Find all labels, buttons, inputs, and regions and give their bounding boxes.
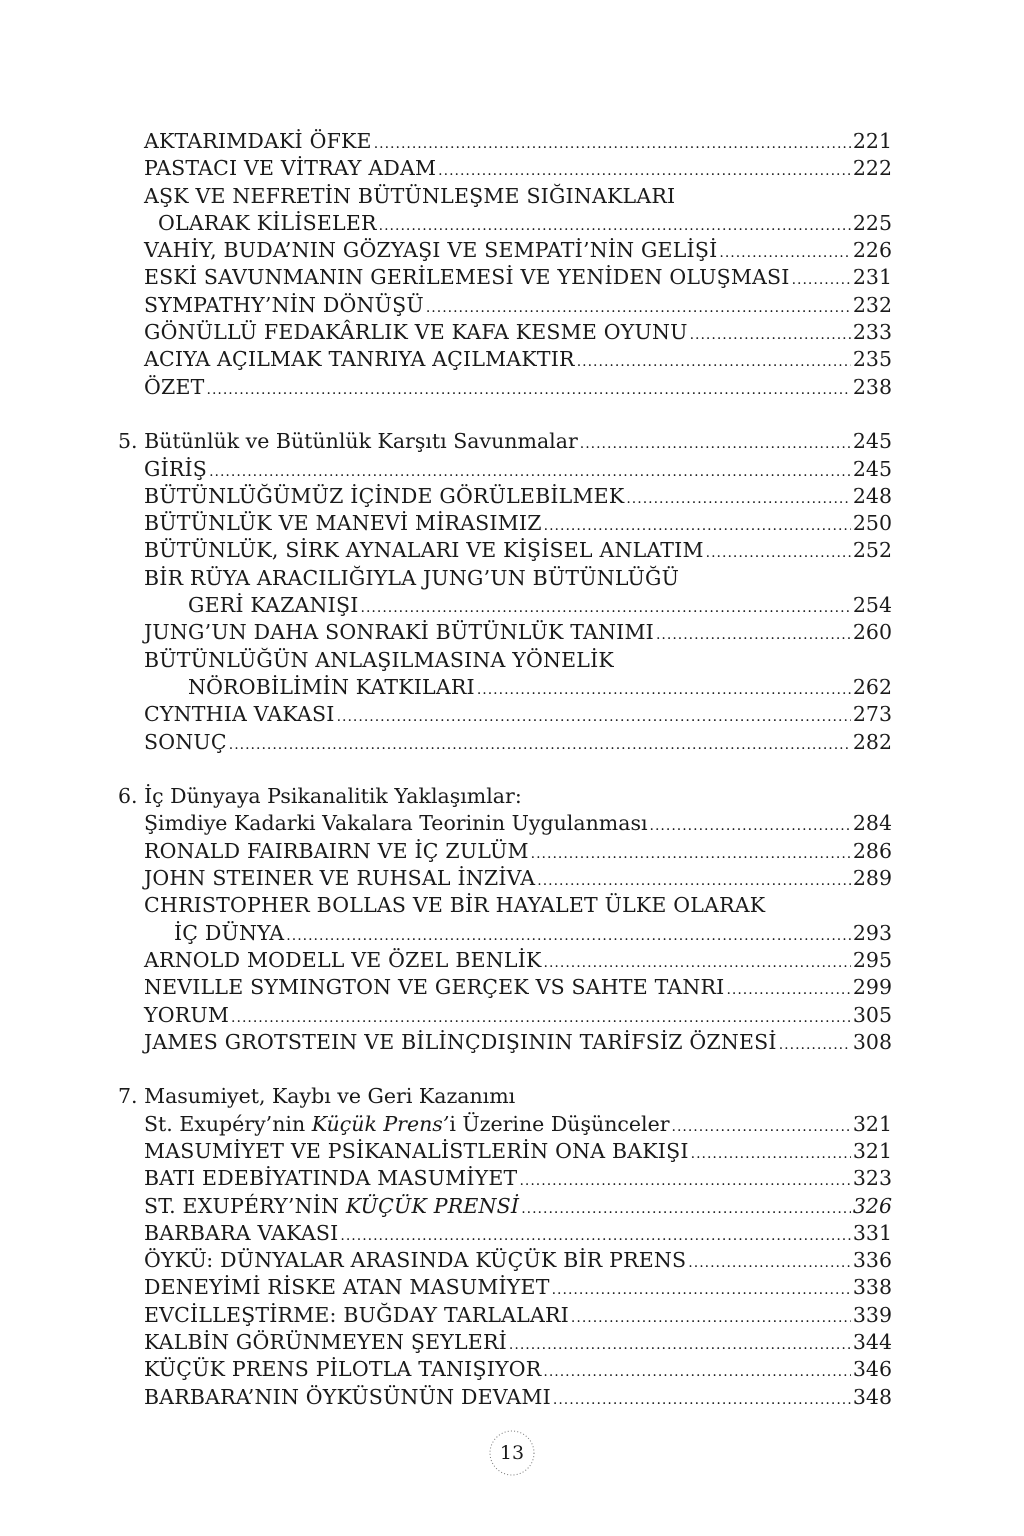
toc-entry-page: 221 (852, 129, 892, 153)
toc-entry-title: ACIYA AÇILMAK TANRIYA AÇILMAKTIR (144, 347, 575, 372)
toc-entry-title: PASTACI VE VİTRAY ADAM (144, 156, 437, 181)
toc-entry-title: JAMES GROTSTEIN VE BİLİNÇDIŞININ TARİFSİZ ÖZNESİ (144, 1029, 777, 1054)
toc-leader-dots (779, 1029, 851, 1059)
toc-entry-page: 231 (852, 265, 892, 290)
toc-entry (118, 1138, 892, 1165)
toc-leader-dots (340, 1220, 850, 1250)
toc-entry (118, 647, 892, 674)
toc-entry-page: 225 (852, 210, 892, 235)
toc-entry-page: 331 (852, 1220, 892, 1245)
toc-entry (118, 947, 892, 974)
chapter-page: 321 (852, 1111, 892, 1136)
toc-entry-page: 282 (852, 729, 892, 754)
toc-entry-page: 323 (852, 1166, 892, 1191)
toc-chapter-subtitle (118, 1111, 892, 1138)
toc-entry-page: 344 (852, 1330, 892, 1355)
toc-leader-dots (209, 456, 851, 486)
toc-entry-title: ARNOLD MODELL VE ÖZEL BENLİK (144, 947, 542, 972)
toc-entry-page: 305 (852, 1002, 892, 1027)
toc-leader-dots (509, 1329, 851, 1359)
table-of-contents (118, 128, 892, 1411)
toc-leader-dots (650, 810, 851, 840)
toc-leader-dots (537, 865, 851, 895)
toc-entry-page: 226 (852, 238, 892, 263)
toc-leader-dots (361, 592, 851, 622)
toc-leader-dots (626, 483, 851, 513)
chapter-title: 7. Masumiyet, Kaybı ve Geri Kazanımı (118, 1084, 516, 1109)
toc-leader-dots (577, 346, 851, 376)
toc-leader-dots (543, 1356, 850, 1386)
section-gap (118, 756, 892, 783)
toc-entry-title: GÖNÜLLÜ FEDAKÂRLIK VE KAFA KESME OYUNU (144, 320, 688, 345)
section-gap (118, 401, 892, 428)
toc-entry (118, 374, 892, 401)
toc-entry-title: BARBARA’NIN ÖYKÜSÜNÜN DEVAMI (144, 1384, 551, 1409)
toc-leader-dots (374, 128, 851, 158)
toc-entry-continued (118, 210, 892, 237)
toc-entry-title: SYMPATHY’NİN DÖNÜŞÜ (144, 292, 424, 317)
toc-entry (118, 128, 892, 155)
toc-leader-dots (337, 701, 851, 731)
toc-entry-page: 254 (852, 593, 892, 618)
toc-leader-dots (544, 947, 851, 977)
toc-entry-title: BÜTÜNLÜĞÜMÜZ İÇİNDE GÖRÜLEBİLMEK (144, 483, 625, 508)
toc-entry-page: 326 (852, 1193, 892, 1218)
toc-leader-dots (580, 428, 851, 458)
toc-entry-title: BÜTÜNLÜK, SİRK AYNALARI VE KİŞİSEL ANLATIM (144, 538, 704, 563)
toc-entry-title: SONUÇ (144, 729, 227, 754)
toc-leader-dots (719, 237, 850, 267)
toc-entry (118, 1193, 892, 1220)
page-number-text: 13 (499, 1442, 525, 1464)
toc-entry-title: YORUM (144, 1002, 230, 1027)
toc-entry-page: 286 (852, 838, 892, 863)
toc-entry (118, 729, 892, 756)
toc-entry-title: MASUMİYET VE PSİKANALİSTLERİN ONA BAKIŞI (144, 1138, 689, 1163)
chapter-page: 284 (852, 811, 892, 836)
toc-leader-dots (231, 1002, 851, 1032)
toc-entry-title: BARBARA VAKASI (144, 1220, 339, 1245)
toc-leader-dots (690, 319, 851, 349)
toc-leader-dots (544, 510, 851, 540)
toc-chapter-subtitle (118, 810, 892, 837)
toc-entry (118, 1002, 892, 1029)
toc-entry (118, 1384, 892, 1411)
toc-entry-title: ESKİ SAVUNMANIN GERİLEMESİ VE YENİDEN OLUŞMASI (144, 265, 790, 290)
toc-entry-title: EVCİLLEŞTİRME: BUĞDAY TARLALARI (144, 1302, 569, 1327)
toc-leader-dots (553, 1384, 851, 1414)
toc-entry-page: 338 (852, 1275, 892, 1300)
toc-entry-page: 262 (852, 674, 892, 699)
toc-entry-page: 245 (852, 456, 892, 481)
toc-entry (118, 1302, 892, 1329)
toc-entry-title: NÖROBİLİMİN KATKILARI (188, 674, 475, 699)
toc-entry (118, 1329, 892, 1356)
toc-entry-title (144, 1193, 519, 1220)
toc-leader-dots (229, 729, 851, 759)
toc-chapter-heading (118, 1083, 892, 1110)
toc-entry-page: 299 (852, 975, 892, 1000)
toc-entry-title: GERİ KAZANIŞI (188, 593, 359, 618)
toc-entry-title: CHRISTOPHER BOLLAS VE BİR HAYALET ÜLKE OLARAK (144, 893, 766, 918)
toc-leader-dots (688, 1247, 851, 1277)
toc-entry-title: NEVILLE SYMINGTON VE GERÇEK VS SAHTE TANRI (144, 975, 725, 1000)
toc-entry-title: AŞK VE NEFRETİN BÜTÜNLEŞME SIĞINAKLARI (144, 183, 676, 208)
toc-entry-page: 273 (852, 702, 892, 727)
toc-leader-dots (792, 264, 851, 294)
toc-entry (118, 346, 892, 373)
toc-leader-dots (207, 374, 851, 404)
toc-entry-page: 289 (852, 866, 892, 891)
chapter-subtitle: Şimdiye Kadarki Vakalara Teorinin Uygulanması (144, 811, 648, 836)
toc-entry-page: 252 (852, 538, 892, 563)
toc-entry (118, 319, 892, 346)
toc-chapter-heading (118, 428, 892, 455)
toc-leader-dots (477, 674, 851, 704)
toc-entry (118, 1220, 892, 1247)
toc-entry-title: RONALD FAIRBAIRN VE İÇ ZULÜM (144, 838, 529, 863)
toc-entry (118, 1247, 892, 1274)
toc-entry-title: BÜTÜNLÜK VE MANEVİ MİRASIMIZ (144, 511, 542, 536)
toc-entry (118, 619, 892, 646)
toc-entry (118, 892, 892, 919)
toc-entry (118, 1029, 892, 1056)
toc-leader-dots (672, 1111, 851, 1141)
toc-entry-page: 238 (852, 374, 892, 399)
toc-entry-title: JOHN STEINER VE RUHSAL İNZİVA (144, 866, 536, 891)
toc-entry-title: DENEYİMİ RİSKE ATAN MASUMİYET (144, 1275, 550, 1300)
toc-entry-continued (118, 674, 892, 701)
toc-entry-title: CYNTHIA VAKASI (144, 702, 335, 727)
toc-entry-continued (118, 592, 892, 619)
toc-entry-page: 233 (852, 320, 892, 345)
toc-entry (118, 537, 892, 564)
toc-entry (118, 1165, 892, 1192)
toc-entry (118, 565, 892, 592)
toc-entry (118, 1274, 892, 1301)
toc-leader-dots (571, 1302, 851, 1332)
toc-leader-dots (552, 1274, 851, 1304)
toc-entry (118, 155, 892, 182)
toc-leader-dots (521, 1193, 851, 1223)
toc-entry (118, 292, 892, 319)
toc-entry-title: JUNG’UN DAHA SONRAKİ BÜTÜNLÜK TANIMI (144, 620, 654, 645)
toc-entry-continued (118, 920, 892, 947)
toc-entry (118, 456, 892, 483)
chapter-title: 5. Bütünlük ve Bütünlük Karşıtı Savunmalar (118, 429, 578, 454)
toc-entry (118, 701, 892, 728)
toc-entry-title: BATI EDEBİYATINDA MASUMİYET (144, 1166, 518, 1191)
toc-leader-dots (519, 1165, 850, 1195)
toc-leader-dots (656, 619, 851, 649)
toc-entry-page: 339 (852, 1302, 892, 1327)
chapter-title: 6. İç Dünyaya Psikanalitik Yaklaşımlar: (118, 784, 522, 809)
toc-entry-page: 346 (852, 1357, 892, 1382)
toc-entry-page: 235 (852, 347, 892, 372)
toc-entry-page: 336 (852, 1248, 892, 1273)
toc-entry-title-pre: ST. EXUPÉRY’NİN (144, 1193, 346, 1218)
toc-leader-dots (726, 974, 850, 1004)
toc-leader-dots (286, 920, 851, 950)
toc-leader-dots (379, 210, 851, 240)
toc-leader-dots (426, 292, 851, 322)
toc-entry-title: ÖYKÜ: DÜNYALAR ARASINDA KÜÇÜK BİR PRENS (144, 1248, 687, 1273)
toc-entry-title: BÜTÜNLÜĞÜN ANLAŞILMASINA YÖNELİK (144, 647, 614, 672)
toc-entry (118, 183, 892, 210)
toc-entry (118, 483, 892, 510)
chapter-subtitle-italic: Küçük Prens’ (311, 1111, 450, 1136)
toc-leader-dots (531, 838, 851, 868)
chapter-subtitle (144, 1111, 670, 1138)
chapter-subtitle-post: i Üzerine Düşünceler (449, 1111, 670, 1136)
toc-entry-page: 348 (852, 1384, 892, 1409)
toc-entry-title: VAHİY, BUDA’NIN GÖZYAŞI VE SEMPATİ’NİN GELİŞİ (144, 238, 718, 263)
toc-entry-page: 232 (852, 292, 892, 317)
toc-entry-title: AKTARIMDAKİ ÖFKE (144, 129, 372, 153)
toc-entry-title: BİR RÜYA ARACILIĞIYLA JUNG’UN BÜTÜNLÜĞÜ (144, 565, 680, 590)
toc-entry-page: 321 (852, 1138, 892, 1163)
page-number (487, 1428, 537, 1478)
toc-entry-title: GİRİŞ (144, 456, 208, 481)
toc-entry (118, 1356, 892, 1383)
toc-entry-title: OLARAK KİLİSELER (158, 210, 377, 235)
toc-entry-page: 248 (852, 483, 892, 508)
toc-chapter-heading (118, 783, 892, 810)
toc-entry-page: 295 (852, 947, 892, 972)
toc-entry (118, 865, 892, 892)
section-gap (118, 1056, 892, 1083)
toc-leader-dots (438, 155, 851, 185)
toc-entry (118, 510, 892, 537)
chapter-page: 245 (852, 429, 892, 454)
toc-entry-title-italic: KÜÇÜK PRENSİ (345, 1193, 520, 1218)
toc-entry (118, 237, 892, 264)
toc-leader-dots (691, 1138, 851, 1168)
toc-entry-title: İÇ DÜNYA (174, 920, 285, 945)
toc-entry-page: 260 (852, 620, 892, 645)
toc-entry-title: ÖZET (144, 374, 205, 399)
toc-entry-page: 250 (852, 511, 892, 536)
toc-entry-title: KALBİN GÖRÜNMEYEN ŞEYLERİ (144, 1330, 507, 1355)
toc-entry-title: KÜÇÜK PRENS PİLOTLA TANIŞIYOR (144, 1357, 542, 1382)
toc-entry (118, 974, 892, 1001)
toc-entry (118, 838, 892, 865)
toc-entry-page: 293 (852, 920, 892, 945)
toc-entry-page: 222 (852, 156, 892, 181)
toc-leader-dots (706, 537, 851, 567)
toc-entry-page: 308 (852, 1029, 892, 1054)
toc-entry (118, 264, 892, 291)
chapter-subtitle-pre: St. Exupéry’nin (144, 1111, 312, 1136)
